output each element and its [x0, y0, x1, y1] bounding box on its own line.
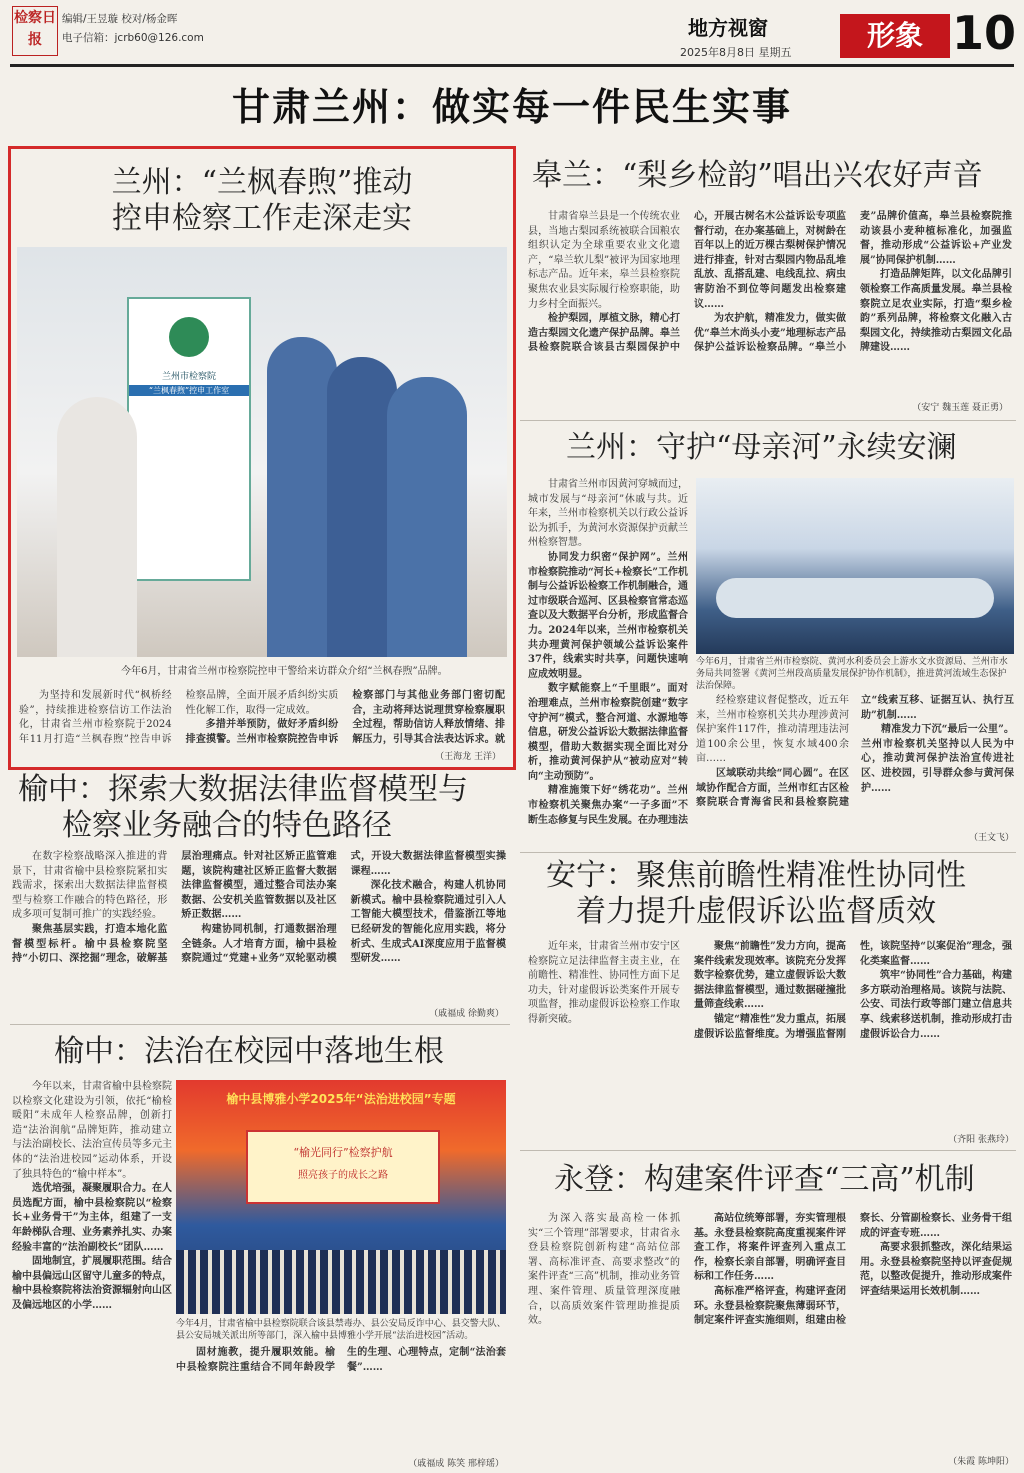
board-emblem-icon [169, 317, 209, 357]
article-body-right [176, 1346, 506, 1456]
byline: （齐阳 张燕玲） [948, 1135, 1014, 1145]
article-headline [18, 772, 508, 844]
article-body [12, 850, 506, 1006]
headline-line-2: 着力提升虚假诉讼监督质效 [576, 894, 936, 929]
article-body [528, 210, 1012, 396]
article-photo [17, 247, 507, 657]
divider [520, 420, 1016, 421]
byline: （安宁 魏玉莲 聂正勇） [912, 403, 1008, 413]
byline: （王海龙 王洋） [435, 752, 501, 762]
page-title: 甘肃兰州：做实每一件民生实事 [231, 84, 792, 129]
photo-banner: 榆中县博雅小学2025年“法治进校园”专题 [226, 1092, 456, 1106]
byline: （王文飞） [968, 833, 1014, 843]
headline-line-1: 榆中：探索大数据法律监督模型与 [18, 772, 468, 807]
editor-info [62, 10, 204, 48]
article-body-left [12, 1080, 172, 1456]
headline-line-1: 兰州：“兰枫春煦”推动 [111, 165, 413, 200]
article-headline [546, 858, 1016, 930]
paragraph: 打造品牌矩阵，以文化品牌引领检察工作高质量发展。皋兰县检察院立足农业实际，打造“梨乡检韵”系列品牌，将检察文化融入古梨园文化，持续推动古梨园文化品牌建设…… [860, 269, 1012, 354]
article-headline: 榆中：法治在校园中落地生根 [54, 1034, 444, 1069]
article-body [528, 1212, 1012, 1452]
paragraph: 固材施教，提升履职效能。榆中县检察院注重结合不同年龄段学生的生理、心理特点，定制“法治套餐”…… [176, 1347, 506, 1373]
article-headline: 兰州：守护“母亲河”永续安澜 [566, 430, 957, 465]
paragraph: 聚焦基层实践，打造本地化监督模型标杆。榆中县检察院坚持“小切口、深挖掘”理念，破解基层治理痛点。针对社区矫正监管难题，该院构建社区矫正监督大数据法律监督模型，通过整合司法办案数据、公安机关监管数据以及社区矫正数据…… [12, 851, 337, 965]
headline-line-2: 控申检察工作走深走实 [112, 201, 412, 236]
paragraph: 构建协同机制，打通数据治理全链条。人才培育方面，榆中县检察院通过“党建+业务”双轮驱动模式，开设大数据法律监督模型实操课程…… [181, 851, 506, 965]
article-headline: 永登：构建案件评查“三高”机制 [554, 1162, 975, 1197]
headline-line-2: 检察业务融合的特色路径 [62, 808, 392, 843]
paragraph: 在数字检察战略深入推进的背景下，甘肃省榆中县检察院紧扣实践需求，探索出大数据法律监督模型与检察工作融合的特色路径，形成多项可复制可推广的实践经验。 [12, 851, 168, 921]
article-photo [696, 478, 1014, 654]
paragraph: 高站位统筹部署，夯实管理根基。永登县检察院高度重视案件评查工作，将案件评查列入重点工作，检察长亲自部署，明确评查目标和工作任务…… [694, 1213, 846, 1283]
board-sign-2: “兰枫春煦”控申工作室 [129, 385, 249, 396]
article-headline [11, 165, 513, 237]
article-yuzhong-campus [8, 1030, 510, 1470]
paragraph: 锚定“精准性”发力重点，拓展虚假诉讼监督维度。为增强监督刚性，该院坚持“以案促治”理念，强化类案监督…… [694, 941, 1012, 1040]
section-name: 地方视窗 [688, 16, 768, 40]
meeting-table [716, 578, 994, 618]
stage-line-2: 照亮孩子的成长之路 [298, 1170, 388, 1181]
article-anning [518, 858, 1018, 1148]
paragraph: 精准施策下好“绣花功”。兰州市检察机关聚焦办案“一子多面”不断生态修复与民生发展。在办理违法 [528, 785, 688, 826]
masthead [0, 0, 1024, 68]
page-tag: 形象 [840, 14, 950, 58]
paragraph: 高要求狠抓整改，深化结果运用。永登县检察院坚持以评查促规范，以整改促提升，推动形成案件评查结果运用长效机制…… [860, 1242, 1012, 1297]
paragraph: 多措并举预防，做好矛盾纠纷排查摸警。兰州市检察院控告申诉检察部门与其他业务部门密切配合，主动将拜达说理贯穿检察履职全过程，帮助信访人释放情绪、排解压力，引导其合法表达诉求。就 [185, 690, 505, 745]
article-gaolan [518, 146, 1018, 418]
article-lanzhou-river [518, 426, 1018, 846]
person-1 [57, 397, 137, 657]
paragraph: 高标准严格评查，构建评查闭环。永登县检察院聚焦薄弱环节，制定案件评查实施细则，组建由检察长、分管副检察长、业务骨干组成的评查专班…… [694, 1213, 1012, 1327]
person-4 [387, 377, 467, 657]
paragraph: 甘肃省兰州市因黄河穿城而过，城市发展与“母亲河”休戚与共。近年来，兰州市检察机关以行政公益诉讼为抓手，为黄河水资源保护贡献兰州检察智慧。 [528, 479, 688, 549]
paragraph: 深化技术融合，构建人机协同新模式。榆中县检察院通过引入人工智能大模型技术，借鉴浙江等地已经研发的智能化应用实践，将分析式、生成式AI深度应用于监督模型研发…… [350, 880, 506, 965]
article-body-right [696, 694, 1014, 830]
paragraph: 为坚持和发展新时代“枫桥经验”，持续推进检察信访工作法治化，甘肃省兰州市检察院于2024年11月打造“兰枫春煦”控告申诉检察品牌，全面开展矛盾纠纷实质性化解工作，取得一定成效。 [19, 690, 339, 745]
photo-caption: 今年6月，甘肃省兰州市检察院控申干警给来访群众介绍“兰枫春煦”品牌。 [121, 666, 448, 677]
article-yongdeng [518, 1156, 1018, 1470]
paragraph: 近年来，甘肃省兰州市安宁区检察院立足法律监督主责主业，在前瞻性、精准性、协同性方面下足功夫，针对虚假诉讼类案件开展专项监督，推动虚假诉讼检察工作取得新突破。 [528, 941, 680, 1025]
divider [520, 852, 1016, 853]
newspaper-logo: 检察日报 [12, 6, 58, 56]
article-headline: 皋兰：“梨乡检韵”唱出兴农好声音 [532, 158, 983, 193]
paragraph: 固地制宜，扩展履职范围。结合榆中县偏远山区留守儿童多的特点，榆中县检察院将法治资源辐射向山区及偏远地区的小学…… [12, 1256, 172, 1311]
paragraph: 今年以来，甘肃省榆中县检察院以检察文化建设为引领，依托“榆检暖阳”未成年人检察品牌，创新打造“法治润航”品牌矩阵，推动建立与法治副校长、法治宣传员等多元主体的“法治进校园”运动体系，开设了独具特色的“榆中样本”。 [12, 1081, 172, 1180]
paragraph: 聚焦“前瞻性”发力方向，提高案件线索发现效率。该院充分发挥数字检察优势，建立虚假诉讼大数据法律监督模型，通过数据碰撞批量筛查线索…… [694, 941, 846, 1011]
byline: （朱霞 陈坤阳） [948, 1457, 1014, 1467]
divider [520, 1150, 1016, 1151]
editors-line: 编辑/王昱璇 校对/杨金晖 [62, 13, 178, 25]
photo-stage-board [246, 1130, 440, 1204]
paragraph: 精准发力下沉“最后一公里”。兰州市检察机关坚持以人民为中心，推动黄河保护法治宣传进社区、进校园，引导群众参与黄河保护…… [861, 724, 1014, 794]
photo-caption: 今年6月，甘肃省兰州市检察院、黄河水利委员会上游水文水资源局、兰州市水务局共同签署《黄河兰州段高质量发展保护协作机制》，推进黄河流域生态保护法治保障。 [696, 657, 1008, 691]
paragraph: 筑牢“协同性”合力基础，构建多方联动治理格局。该院与法院、公安、司法行政等部门建立信息共享、线索移送机制，推动形成打击虚假诉讼合力…… [860, 970, 1012, 1040]
paragraph: 为农护航，精准发力，做实做优“皋兰木尚头小麦”地理标志产品保护公益诉讼检察品牌。“皋兰小麦”品牌价值高，皋兰县检察院推动该县小麦种植标准化，加强监督，推动形成“公益诉讼+产业发展”协同保护机制…… [694, 211, 1012, 354]
article-photo [176, 1080, 506, 1314]
byline: （戚福成 徐勤爽） [429, 1009, 504, 1019]
masthead-rule [10, 64, 1014, 67]
photo-caption: 今年4月，甘肃省榆中县检察院联合该县禁毒办、县公安局反诈中心、县交警大队、县公安局城关派出所等部门，深入榆中县博雅小学开展“法治进校园”活动。 [176, 1319, 506, 1341]
article-body [528, 940, 1012, 1130]
audience [176, 1250, 506, 1314]
article-yuzhong-model [8, 770, 510, 1020]
issue-date: 2025年8月8日 星期五 [680, 46, 792, 59]
paragraph: 选优培强，凝聚履职合力。在人员选配方面，榆中县检察院以“检察长+业务骨干”为主体，组建了一支年龄梯队合理、业务素养扎实、办案经验丰富的“法治副校长”团队…… [12, 1183, 172, 1253]
headline-line-1: 安宁：聚焦前瞻性精准性协同性 [546, 858, 966, 893]
photo-board [127, 297, 251, 581]
paragraph: 为深入落实最高检一体抓实“三个管理”部署要求，甘肃省永登县检察院创新构建“高站位部署、高标准评查、高要求整改”的案件评查“三高”机制，推动业务管理、案件管理、质量管理深度融合，以高质效案件管理助推提质效。 [528, 1213, 680, 1327]
article-body [19, 689, 505, 751]
divider [10, 1024, 510, 1025]
paragraph: 检护梨园，厚植文脉，精心打造古梨园文化遗产保护品牌。皋兰县检察院联合该县古梨园保护中心，开展古树名木公益诉讼专项监督行动，在办案基础上，对树龄在百年以上的近万棵古梨树保护情况进行排查，针对古梨园内物品乱堆乱放、乱搭乱建、电线乱拉、病虫害防治不到位等问题发出检察建议…… [528, 211, 846, 354]
paragraph: 甘肃省皋兰县是一个传统农业县，当地古梨园系统被联合国粮农组织认定为全球重要农业文化遗产，“皋兰软儿梨”被评为国家地理标志产品。近年来，皋兰县检察院聚焦农业县实际履行检察职能，助力乡村全面振兴。 [528, 211, 680, 310]
email-line: 电子信箱：jcrb60@126.com [62, 32, 204, 44]
board-sign-1: 兰州市检察院 [161, 372, 216, 382]
paragraph: 协同发力织密“保护网”。兰州市检察院推动“河长+检察长”工作机制与公益诉讼检察工作机制融合，通过市级联合巡河、区县检察官常态巡查以及大数据平台分析，形成监督合力。2024年以来，兰州市检察机关共办理黄河保护领域公益诉讼案件37件，线索实时共享，问题快速响应成效明显。 [528, 551, 688, 680]
stage-line-1: “榆光同行”检察护航 [293, 1146, 393, 1159]
page-number: 10 [952, 6, 1017, 60]
paragraph: 数字赋能察上“千里眼”。面对治理难点，兰州市检察院创建“数字守护河”模式，整合河道、水源地等信息，研发公益诉讼大数据法律监督模型，借助大数据实现全面比对分析，推动黄河保护从“被动应对”转向“主动预防”。 [528, 683, 688, 782]
byline: （戚福成 陈笑 邢梓瑶） [408, 1459, 504, 1469]
article-body-left [528, 478, 688, 830]
article-lanzhou-maple [8, 146, 516, 770]
paragraph: 经检察建议督促整改，近五年来，兰州市检察机关共办理涉黄河保护案件117件，推动清理违法河道100余公里，恢复水域400余亩…… [696, 695, 849, 765]
paragraph: 区域联动共绘“同心圆”。在区域协作配合方面，兰州市红古区检察院联合青海省民和县检察院建立“线索互移、证据互认、执行互助”机制…… [696, 695, 1014, 809]
